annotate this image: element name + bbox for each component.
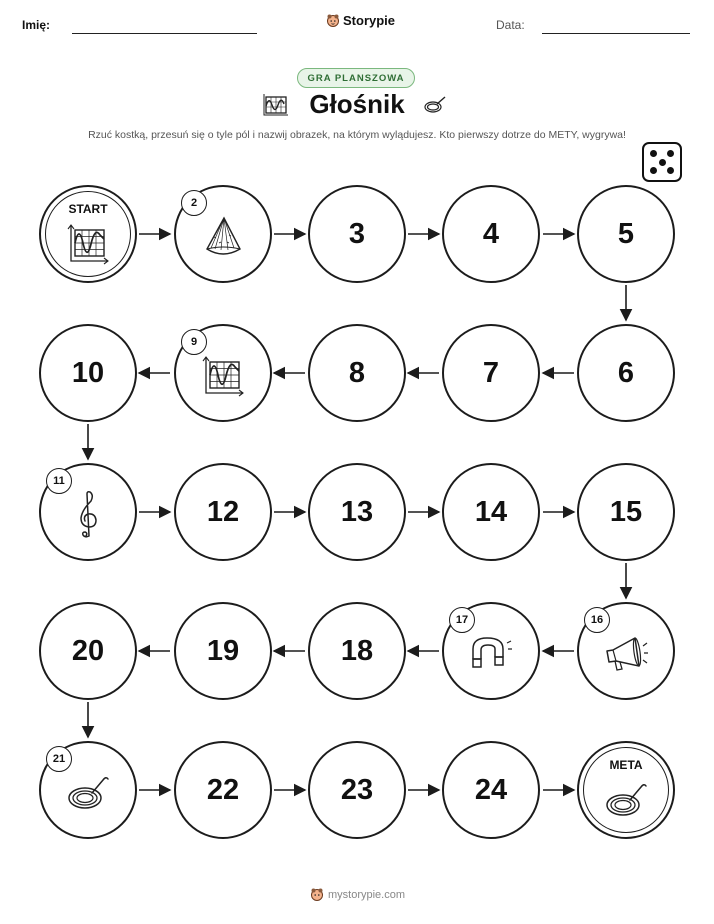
square-number: 22 — [206, 773, 240, 806]
board-square-4[interactable] — [442, 185, 540, 283]
coil-icon — [65, 774, 111, 817]
board-square-25[interactable] — [577, 741, 675, 839]
board-square-5[interactable] — [577, 185, 675, 283]
board-square-22[interactable] — [174, 741, 272, 839]
board-square-2[interactable] — [174, 185, 272, 283]
board-square-18[interactable] — [308, 602, 406, 700]
date-label: Data: — [496, 18, 525, 32]
page-title: Głośnik — [309, 89, 405, 119]
square-number: 15 — [609, 495, 643, 528]
board-square-15[interactable] — [577, 463, 675, 561]
square-number: 4 — [482, 217, 500, 250]
oscilloscope-icon — [201, 355, 245, 402]
square-number: 18 — [340, 634, 374, 667]
board-square-1[interactable] — [39, 185, 137, 283]
storypie-mascot-icon — [310, 887, 324, 902]
board-square-17[interactable] — [442, 602, 540, 700]
board-square-6[interactable] — [577, 324, 675, 422]
square-number: 5 — [617, 217, 635, 250]
board-square-11[interactable] — [39, 463, 137, 561]
square-number-badge: 21 — [46, 746, 72, 772]
square-number-badge: 11 — [46, 468, 72, 494]
square-number: 12 — [206, 495, 240, 528]
square-number: 19 — [206, 634, 240, 667]
square-number: 8 — [348, 356, 366, 389]
square-number: 14 — [474, 495, 508, 528]
megaphone-icon — [603, 634, 649, 679]
board-square-20[interactable] — [39, 602, 137, 700]
name-label: Imię: — [22, 18, 51, 32]
square-number-badge: 9 — [181, 329, 207, 355]
footer — [310, 887, 405, 902]
board-square-10[interactable] — [39, 324, 137, 422]
square-number: 3 — [348, 217, 366, 250]
square-number: 13 — [340, 495, 374, 528]
board-square-13[interactable] — [308, 463, 406, 561]
square-number: 24 — [474, 773, 508, 806]
square-number: 7 — [482, 356, 500, 389]
instructions: Rzuć kostką, przesuń się o tyle pól i nazwij obrazek, na którym wylądujesz. Kto pierwszy dotrze do METY, wygrywa! — [88, 129, 626, 141]
magnet-icon — [469, 635, 513, 678]
board-square-8[interactable] — [308, 324, 406, 422]
finish-label: META — [609, 758, 643, 772]
board-square-7[interactable] — [442, 324, 540, 422]
cone-icon — [201, 215, 245, 264]
board-square-23[interactable] — [308, 741, 406, 839]
board-square-19[interactable] — [174, 602, 272, 700]
board-square-14[interactable] — [442, 463, 540, 561]
square-number-badge: 2 — [181, 190, 207, 216]
board-square-3[interactable] — [308, 185, 406, 283]
board-square-21[interactable] — [39, 741, 137, 839]
square-number: 10 — [71, 356, 105, 389]
square-number: 6 — [617, 356, 635, 389]
board-square-24[interactable] — [442, 741, 540, 839]
treble-clef-icon — [75, 490, 101, 545]
square-number-badge: 16 — [584, 607, 610, 633]
board-square-9[interactable] — [174, 324, 272, 422]
oscilloscope-icon — [66, 223, 110, 270]
board-square-16[interactable] — [577, 602, 675, 700]
start-label: START — [68, 202, 108, 216]
board-square-12[interactable] — [174, 463, 272, 561]
game-type-badge: GRA PLANSZOWA — [297, 68, 415, 88]
coil-icon — [603, 781, 649, 824]
footer-url[interactable]: mystorypie.com — [328, 888, 406, 901]
square-number: 20 — [71, 634, 105, 667]
square-number: 23 — [340, 773, 374, 806]
brand-name: Storypie — [343, 13, 396, 28]
square-number-badge: 17 — [449, 607, 475, 633]
